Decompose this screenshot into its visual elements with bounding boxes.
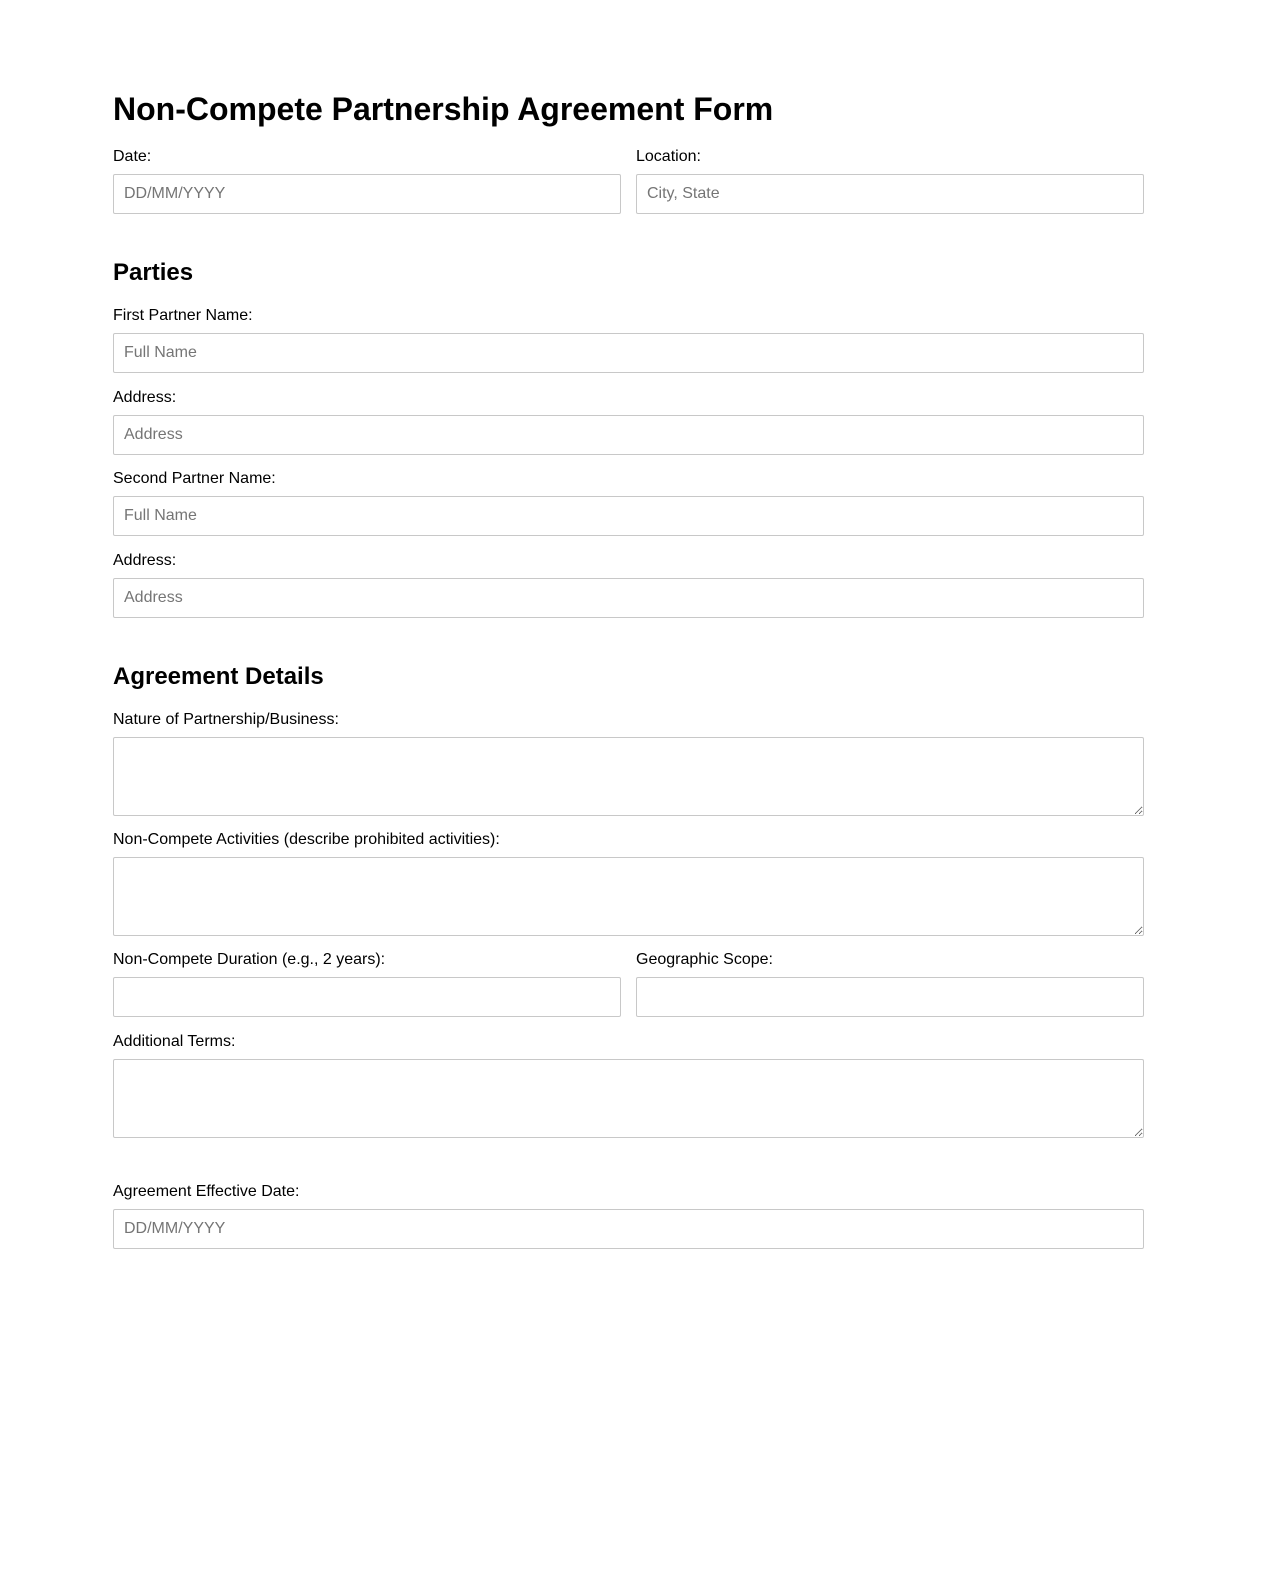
- location-label: Location:: [636, 148, 701, 165]
- second-partner-name-input[interactable]: [113, 496, 1144, 536]
- additional-terms-label: Additional Terms:: [113, 1033, 236, 1050]
- geographic-scope-label: Geographic Scope:: [636, 951, 773, 968]
- activities-label: Non-Compete Activities (describe prohibited activities):: [113, 831, 500, 848]
- geographic-scope-input[interactable]: [636, 977, 1144, 1017]
- effective-date-label: Agreement Effective Date:: [113, 1183, 300, 1200]
- duration-input[interactable]: [113, 977, 621, 1017]
- nature-label: Nature of Partnership/Business:: [113, 711, 339, 728]
- date-label: Date:: [113, 148, 152, 165]
- first-partner-address-input[interactable]: [113, 415, 1144, 455]
- effective-date-input[interactable]: [113, 1209, 1144, 1249]
- additional-terms-textarea[interactable]: [113, 1059, 1144, 1138]
- second-partner-address-label: Address:: [113, 552, 177, 569]
- activities-textarea[interactable]: [113, 857, 1144, 936]
- second-partner-name-label: Second Partner Name:: [113, 470, 276, 487]
- first-partner-name-input[interactable]: [113, 333, 1144, 373]
- duration-label: Non-Compete Duration (e.g., 2 years):: [113, 951, 386, 968]
- page-title: Non-Compete Partnership Agreement Form: [113, 91, 774, 127]
- first-partner-name-label: First Partner Name:: [113, 307, 253, 324]
- second-partner-address-input[interactable]: [113, 578, 1144, 618]
- location-input[interactable]: [636, 174, 1144, 214]
- parties-heading: Parties: [113, 259, 194, 286]
- nature-textarea[interactable]: [113, 737, 1144, 816]
- agreement-details-heading: Agreement Details: [113, 663, 324, 690]
- date-input[interactable]: [113, 174, 621, 214]
- first-partner-address-label: Address:: [113, 389, 177, 406]
